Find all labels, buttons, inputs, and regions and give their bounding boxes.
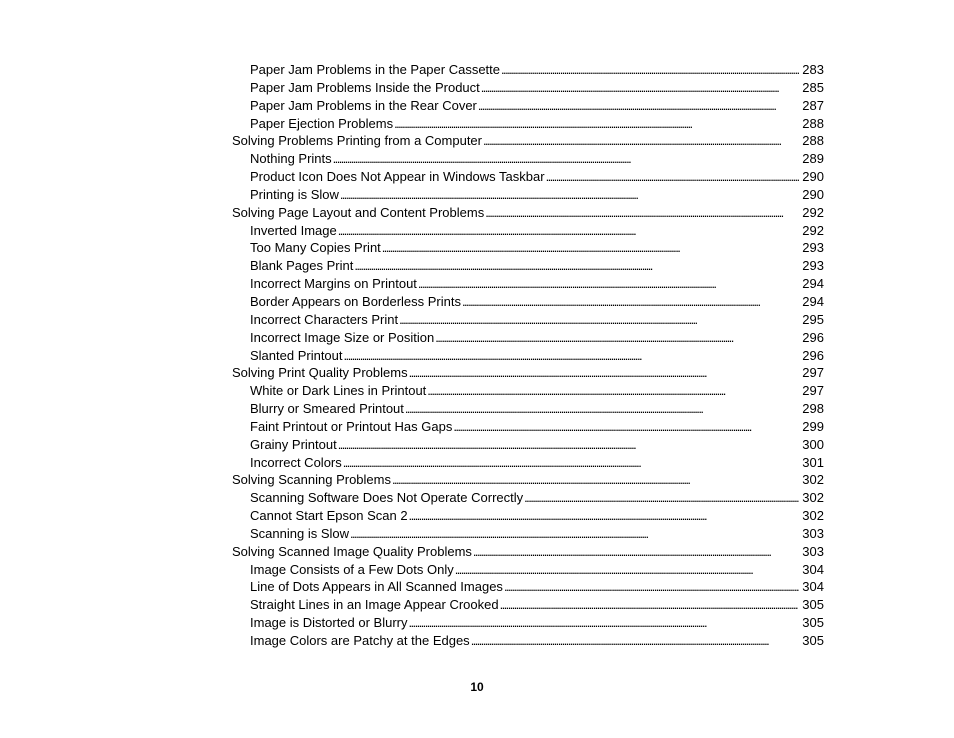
toc-entry-title: Paper Jam Problems Inside the Product [250,79,480,95]
toc-dot-leader [409,507,800,525]
toc-dot-leader [453,418,799,436]
toc-dot-leader [500,596,800,614]
toc-entry-title: Solving Page Layout and Content Problems [232,204,485,220]
toc-entry-page: 302 [802,490,824,506]
toc-entry-page: 285 [802,79,824,95]
toc-entry-title: Incorrect Margins on Printout [250,276,417,292]
table-of-contents [232,61,824,650]
toc-entry-page: 298 [802,401,824,417]
toc-entry-page: 288 [802,133,824,149]
toc-entry-page: 290 [802,186,824,202]
toc-dot-leader [338,222,800,240]
toc-dot-leader [343,454,800,472]
toc-entry-title: Incorrect Characters Print [250,311,399,327]
toc-entry-title: Slanted Printout [250,347,343,363]
toc-entry-title: Line of Dots Appears in All Scanned Images [250,579,503,595]
toc-entry-title: Solving Problems Printing from a Computer [232,133,482,149]
toc-dot-leader [418,275,799,293]
toc-subsection-link[interactable] [232,239,824,257]
toc-dot-leader [382,239,800,257]
toc-section-link[interactable] [232,471,824,489]
toc-entry-page: 302 [802,508,824,524]
toc-subsection-link[interactable] [232,257,824,275]
page-number: 10 [470,680,484,694]
toc-dot-leader [344,347,800,365]
toc-subsection-link[interactable] [232,614,824,632]
toc-subsection-link[interactable] [232,311,824,329]
toc-entry-title: Straight Lines in an Image Appear Crooked [250,597,499,613]
toc-entry-page: 300 [802,436,824,452]
toc-entry-title: Paper Jam Problems in the Rear Cover [250,97,477,113]
toc-section-link[interactable] [232,364,824,382]
toc-entry-page: 299 [802,418,824,434]
toc-dot-leader [409,364,800,382]
toc-subsection-link[interactable] [232,347,824,365]
toc-entry-page: 305 [802,597,824,613]
toc-dot-leader [333,150,800,168]
toc-entry-title: Incorrect Colors [250,454,342,470]
toc-subsection-link[interactable] [232,561,824,579]
toc-entry-page: 297 [802,383,824,399]
toc-dot-leader [435,329,799,347]
toc-entry-title: Scanning is Slow [250,525,349,541]
toc-subsection-link[interactable] [232,632,824,650]
toc-subsection-link[interactable] [232,400,824,418]
toc-subsection-link[interactable] [232,418,824,436]
toc-entry-title: White or Dark Lines in Printout [250,383,427,399]
toc-entry-title: Inverted Image [250,222,337,238]
toc-dot-leader [340,186,799,204]
toc-subsection-link[interactable] [232,79,824,97]
toc-dot-leader [409,614,800,632]
toc-entry-page: 293 [802,240,824,256]
toc-entry-title: Solving Scanning Problems [232,472,391,488]
toc-entry-title: Grainy Printout [250,436,337,452]
toc-dot-leader [471,632,800,650]
toc-entry-page: 292 [802,204,824,220]
toc-entry-page: 296 [802,347,824,363]
toc-entry-page: 297 [802,365,824,381]
toc-subsection-link[interactable] [232,61,824,79]
toc-entry-page: 295 [802,311,824,327]
toc-entry-page: 283 [802,62,824,77]
toc-dot-leader [478,97,799,115]
toc-dot-leader [350,525,799,543]
toc-entry-title: Cannot Start Epson Scan 2 [250,508,408,524]
toc-entry-page: 294 [802,276,824,292]
toc-entry-title: Scanning Software Does Not Operate Correctly [250,490,524,506]
toc-subsection-link[interactable] [232,168,824,186]
toc-entry-title: Image Consists of a Few Dots Only [250,561,454,577]
toc-subsection-link[interactable] [232,525,824,543]
toc-subsection-link[interactable] [232,578,824,596]
toc-section-link[interactable] [232,204,824,222]
toc-entry-title: Image Colors are Patchy at the Edges [250,633,470,648]
toc-subsection-link[interactable] [232,489,824,507]
toc-dot-leader [427,382,799,400]
toc-subsection-link[interactable] [232,293,824,311]
toc-dot-leader [485,204,799,222]
toc-section-link[interactable] [232,543,824,561]
toc-dot-leader [392,471,799,489]
toc-subsection-link[interactable] [232,115,824,133]
toc-subsection-link[interactable] [232,275,824,293]
toc-entry-title: Paper Ejection Problems [250,115,394,131]
toc-dot-leader [399,311,799,329]
toc-entry-page: 288 [802,115,824,131]
toc-entry-page: 305 [802,615,824,631]
toc-entry-title: Blank Pages Print [250,258,354,274]
toc-dot-leader [483,132,799,150]
toc-entry-title: Product Icon Does Not Appear in Windows Taskbar [250,169,545,185]
toc-subsection-link[interactable] [232,186,824,204]
toc-entry-title: Incorrect Image Size or Position [250,329,435,345]
toc-entry-page: 303 [802,543,824,559]
toc-dot-leader [481,79,800,97]
toc-dot-leader [338,436,800,454]
toc-entry-page: 304 [802,561,824,577]
toc-subsection-link[interactable] [232,596,824,614]
toc-dot-leader [394,115,799,133]
toc-section-link[interactable] [232,132,824,150]
toc-subsection-link[interactable] [232,436,824,454]
toc-entry-title: Solving Print Quality Problems [232,365,408,381]
toc-dot-leader [501,61,799,79]
toc-entry-page: 304 [802,579,824,595]
toc-entry-page: 292 [802,222,824,238]
toc-dot-leader [524,489,799,507]
toc-dot-leader [405,400,799,418]
toc-dot-leader [354,257,799,275]
toc-subsection-link[interactable] [232,97,824,115]
toc-entry-page: 293 [802,258,824,274]
toc-subsection-link[interactable] [232,507,824,525]
toc-dot-leader [546,168,800,186]
toc-entry-title: Nothing Prints [250,151,332,167]
toc-subsection-link[interactable] [232,382,824,400]
toc-entry-page: 296 [802,329,824,345]
toc-dot-leader [473,543,799,561]
toc-entry-page: 305 [802,633,824,648]
toc-entry-page: 287 [802,97,824,113]
toc-entry-title: Border Appears on Borderless Prints [250,293,461,309]
toc-entry-title: Faint Printout or Printout Has Gaps [250,418,453,434]
toc-subsection-link[interactable] [232,329,824,347]
toc-dot-leader [504,578,799,596]
toc-entry-page: 302 [802,472,824,488]
toc-entry-page: 303 [802,525,824,541]
toc-entry-page: 294 [802,293,824,309]
toc-entry-page: 290 [802,169,824,185]
toc-entry-title: Paper Jam Problems in the Paper Cassette [250,62,501,77]
toc-entry-title: Image is Distorted or Blurry [250,615,408,631]
toc-entry-page: 289 [802,151,824,167]
toc-entry-title: Printing is Slow [250,186,339,202]
toc-entry-title: Solving Scanned Image Quality Problems [232,543,472,559]
toc-dot-leader [462,293,799,311]
toc-subsection-link[interactable] [232,222,824,240]
toc-subsection-link[interactable] [232,454,824,472]
toc-entry-title: Blurry or Smeared Printout [250,401,404,417]
toc-entry-title: Too Many Copies Print [250,240,381,256]
toc-dot-leader [455,561,800,579]
toc-subsection-link[interactable] [232,150,824,168]
toc-entry-page: 301 [802,454,824,470]
